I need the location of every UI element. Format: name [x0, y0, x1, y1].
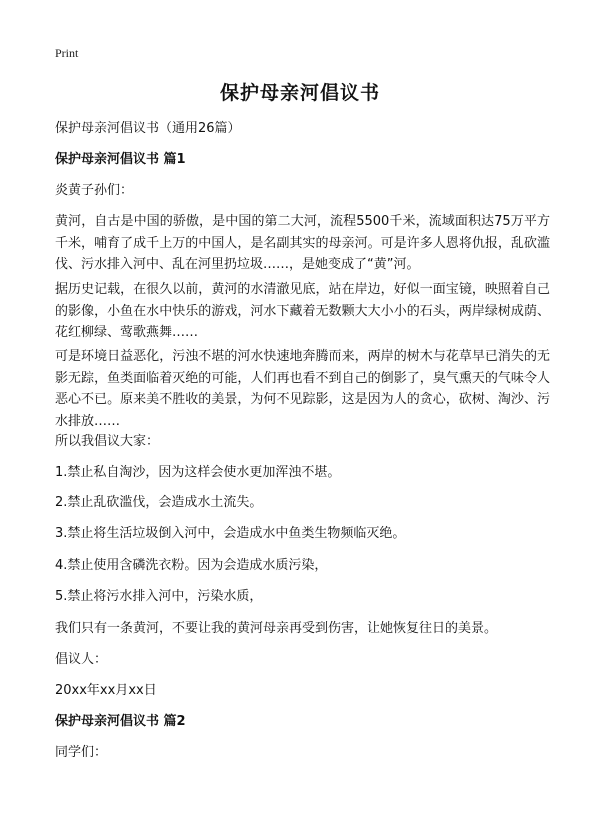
print-label: Print	[55, 46, 79, 60]
document-subtitle: 保护母亲河倡议书（通用26篇）	[55, 121, 241, 136]
salutation: 炎黄子孙们：	[55, 183, 134, 198]
section2-salutation: 同学们：	[55, 745, 108, 760]
paragraph-2: 据历史记载，在很久以前，黄河的水清澈见底，站在岸边，好似一面宝镜，映照着自己的影像，小鱼在水中快乐的游戏，河水下藏着无数颗大大小小的石头，两岸绿树成荫、花红柳绿、莺歌燕舞……	[55, 282, 550, 340]
section-heading-1: 保护母亲河倡议书 篇1	[55, 152, 186, 167]
section-heading-2: 保护母亲河倡议书 篇2	[55, 714, 186, 729]
paragraph-3: 可是环境日益恶化，污浊不堪的河水快速地奔腾而来，两岸的树木与花草早已消失的无影无踪，鱼类面临着灭绝的可能，人们再也看不到自己的倒影了，臭气熏天的气味令人恶心不已。原来美不胜收的美景，为何不见踪影，这是因为人的贪心，砍树、淘沙、污水排放……	[55, 349, 550, 429]
proposal-item-5: 5.禁止将污水排入河中，污染水质，	[55, 589, 263, 604]
paragraph-1: 黄河，自古是中国的骄傲，是中国的第二大河，流程5500千米，流域面积达75万平方千米，哺育了成千上万的中国人，是名副其实的母亲河。可是许多人恩将仇报，乱砍滥伐、污水排入河中、乱在河里扔垃圾……，是她变成了“黄”河。	[55, 214, 550, 272]
date-line: 20xx年xx月xx日	[55, 683, 157, 698]
proposal-item-3: 3.禁止将生活垃圾倒入河中，会造成水中鱼类生物频临灭绝。	[55, 526, 406, 541]
call-line: 所以我倡议大家：	[55, 434, 160, 449]
page-title: 保护母亲河倡议书	[219, 82, 380, 104]
signer-label: 倡议人：	[55, 652, 108, 667]
proposal-item-1: 1.禁止私自淘沙，因为这样会使水更加浑浊不堪。	[55, 465, 341, 480]
proposal-item-2: 2.禁止乱砍滥伐，会造成水土流失。	[55, 495, 263, 510]
proposal-item-4: 4.禁止使用含磷洗衣粉。因为会造成水质污染，	[55, 558, 328, 573]
closing-line: 我们只有一条黄河，不要让我的黄河母亲再受到伤害，让她恢复往日的美景。	[55, 621, 498, 636]
